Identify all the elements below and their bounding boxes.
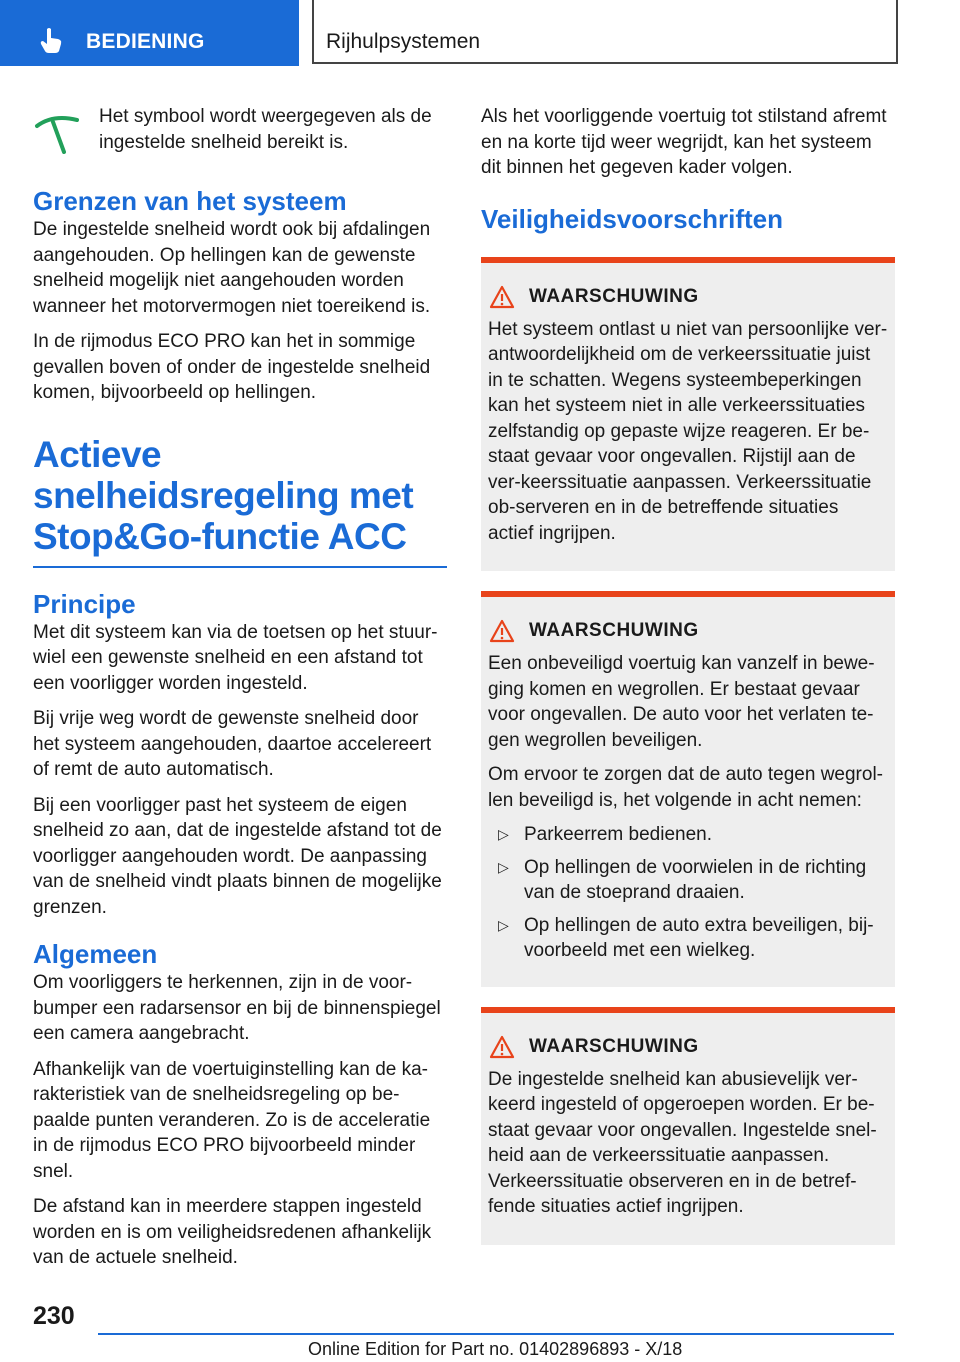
intro-paragraph: Als het voorliggende voertuig tot stilstand afremt en na korte tijd weer wegrijdt, kan het systeem dit binnen het gegeven kader volgen.: [481, 106, 887, 178]
list-item: [488, 822, 888, 848]
principe-heading: Principe: [33, 588, 136, 619]
warning-triangle-icon: [489, 285, 515, 309]
header-section-title: Rijhulpsystemen: [326, 30, 481, 53]
principe-paragraph-3: Bij een voorligger past het systeem de eigen snelheid zo aan, dat de ingestelde afstand tot de voorligger aangehouden wordt. De aanpassing van de snelheid vindt plaats binnen de mogelijke grenzen.: [33, 794, 442, 918]
right-column: [481, 104, 895, 1265]
bullet-triangle-icon: ▷: [498, 916, 509, 933]
safety-heading: Veiligheidsvoorschriften: [481, 203, 783, 234]
header-tab[interactable]: [0, 0, 299, 66]
warning-title: WAARSCHUWING: [529, 1035, 699, 1057]
warning-header: [488, 1035, 888, 1059]
hand-pointer-icon: [38, 27, 64, 53]
main-heading: Actieve snelheidsregeling met Stop&Go-functie ACC: [33, 433, 414, 557]
warning-title: WAARSCHUWING: [529, 285, 699, 307]
list-item-text: Parkeerrem bedienen.: [524, 824, 712, 845]
warning-triangle-icon: [489, 619, 515, 643]
warning-box: [481, 257, 895, 572]
warning-box: [481, 591, 895, 987]
algemeen-paragraph-2: Afhankelijk van de voertuiginstelling kan de ka-rakteristiek van de snelheidsregeling op be-paalde punten veranderen. Zo is de acceleratie in de rijmodus ECO PRO bijvoorbeeld minder snel.: [33, 1058, 431, 1182]
warning-box: [481, 1007, 895, 1245]
symbol-row: [33, 104, 447, 155]
principe-paragraph-1: Met dit systeem kan via de toetsen op het stuur-wiel een gewenste snelheid en een afstand tot een voorligger worden ingesteld.: [33, 621, 438, 694]
list-item: [488, 855, 888, 906]
grenzen-paragraph-1: De ingestelde snelheid wordt ook bij afdalingen aangehouden. Op hellingen kan de gewenste snelheid mogelijk niet aangehouden worden wanneer het motorvermogen niet toereikend is.: [33, 219, 431, 317]
warning-header: [488, 285, 888, 309]
page-number: 230: [33, 1302, 75, 1330]
footer-divider: [98, 1333, 894, 1335]
footer-edition-text: Online Edition for Part no. 01402896893 - X/18: [308, 1339, 683, 1359]
warning-paragraph: De ingestelde snelheid kan abusievelijk ver-keerd ingesteld of opgeroepen worden. Er be-staat gevaar voor ongevallen. Ingestelde snel-heid aan de verkeerssituatie aanpassen. Verkeerssituatie observeren en in de betref-fende situaties actief ingrijpen.: [488, 1068, 877, 1217]
main-heading-block: [33, 434, 447, 568]
speedometer-indicator-icon: [33, 104, 99, 154]
list-item-text: Op hellingen de auto extra beveiligen, bij-voorbeeld met een wielkeg.: [524, 914, 874, 961]
left-column: [33, 104, 447, 1281]
list-item-text: Op hellingen de voorwielen in de richting van de stoeprand draaien.: [524, 856, 867, 903]
warning-paragraph: Een onbeveiligd voertuig kan vanzelf in bewe-ging komen en wegrollen. Er bestaat gevaar voor ongevallen. De auto voor het verlaten te-gen wegrollen beveiligen.: [488, 653, 875, 751]
algemeen-paragraph-3: De afstand kan in meerdere stappen ingesteld worden en is om veiligheidsredenen afhankelijk van de actuele snelheid.: [33, 1196, 432, 1268]
algemeen-paragraph-1: Om voorliggers te herkennen, zijn in de voor-bumper een radarsensor en bij de binnenspiegel een camera aangebracht.: [33, 972, 441, 1044]
list-item: [488, 913, 888, 964]
warning-header: [488, 619, 888, 643]
header-tab-label: BEDIENING: [86, 30, 205, 53]
warning-title: WAARSCHUWING: [529, 620, 699, 641]
bullet-triangle-icon: ▷: [498, 858, 509, 875]
warning-triangle-icon: [489, 1035, 515, 1059]
symbol-description: Het symbool wordt weergegeven als de ingestelde snelheid bereikt is.: [99, 106, 432, 153]
grenzen-heading: Grenzen van het systeem: [33, 186, 347, 216]
grenzen-paragraph-2: In de rijmodus ECO PRO kan het in sommige gevallen boven of onder de ingestelde snelheid komen, bijvoorbeeld op hellingen.: [33, 331, 431, 403]
warning-paragraph: Het systeem ontlast u niet van persoonlijke ver-antwoordelijkheid om de verkeerssituatie juist in te schatten. Wegens systeembeperkingen kan het systeem niet in alle verkeerssituaties zelfstandig op gepaste wijze reageren. Er be-staat gevaar voor ongevallen. Rijstijl aan de ver-keerssituatie aanpassen. Verkeerssituatie ob-serveren en in de betreffende situaties actief ingrijpen.: [488, 318, 888, 544]
bullet-triangle-icon: ▷: [498, 826, 509, 842]
warning-paragraph: Om ervoor te zorgen dat de auto tegen wegrol-len beveiligd is, het volgende in acht nemen:: [488, 764, 884, 811]
principe-paragraph-2: Bij vrije weg wordt de gewenste snelheid door het systeem aangehouden, daartoe accelereert of remt de auto automatisch.: [33, 708, 432, 780]
algemeen-heading: Algemeen: [33, 939, 158, 969]
warning-list: [488, 822, 888, 964]
